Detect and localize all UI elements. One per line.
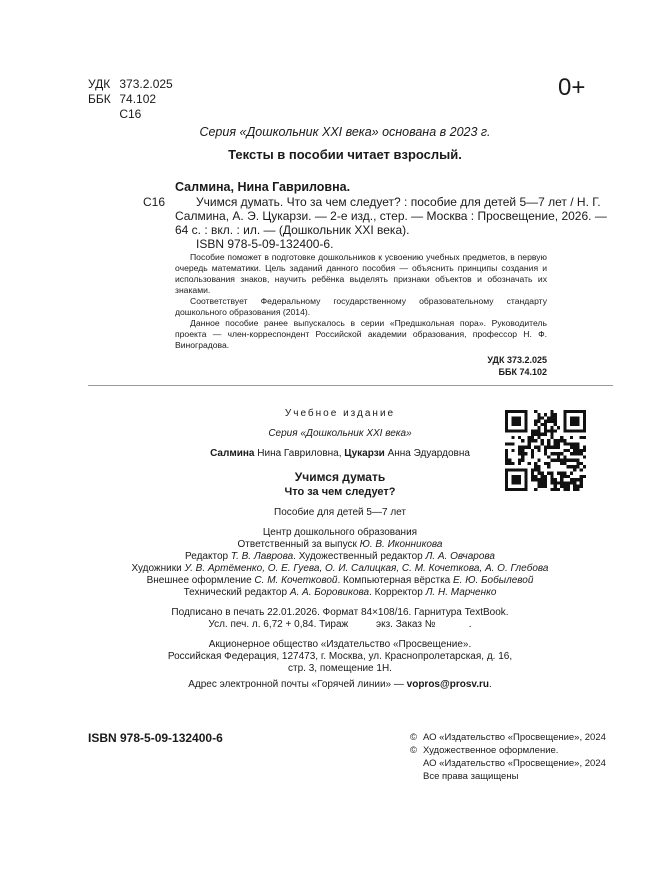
email-link[interactable]: vopros@prosv.ru [406, 679, 490, 690]
abstract-paragraph: Соответствует Федеральному государственному образовательному стандарту дошкольного образования (2014). [175, 296, 547, 317]
catalog-isbn: ISBN 978-5-09-132400-6. [196, 237, 334, 251]
catalog-codes [175, 354, 547, 378]
label: Технический редактор [183, 587, 290, 598]
artists: У. В. Артёменко, О. Е. Гуева, О. И. Салицкая, С. М. Кочеткова, А. О. Глебова [184, 563, 549, 574]
copyright-block [410, 731, 606, 783]
author-mark: С16 [119, 107, 142, 121]
cover-designer: С. М. Кочетковой [254, 575, 338, 586]
label: Ответственный за выпуск [237, 539, 360, 550]
abstract-paragraph: Данное пособие ранее выпускалось в серии «Предшкольная пора». Руководитель проекта — член-корреспондент Российской академии образования, профессор Н. Ф. Виноградова. [175, 318, 547, 350]
series-note: Серия «Дошкольник XXI века» основана в 2023 г. [199, 125, 491, 139]
catalog-abstract [175, 252, 547, 351]
art-editor: Л. А. Овчарова [425, 551, 495, 562]
copyright-icon: © [410, 732, 417, 743]
hotline [90, 679, 590, 691]
catalog-udk: УДК 373.2.025 [487, 355, 547, 365]
book-subtitle: Что за чем следует? [284, 486, 396, 498]
copyright-line: АО «Издательство «Просвещение», 2024 [423, 758, 606, 769]
qr-code [505, 410, 586, 491]
abstract-paragraph: Пособие поможет в подготовке дошкольников к усвоению учебных предметов, в первую очередь математики. Цель заданий данного пособия — объяснить принципы создания и использования знаков, научить ребёнка выделять признаки объектов и обозначать их знаками. [175, 252, 547, 295]
edition-type: Учебное издание [284, 408, 396, 419]
print-info [90, 607, 590, 631]
center-name: Центр дошкольного образования [262, 527, 418, 538]
author1-surname: Салмина [210, 448, 255, 459]
label: Редактор [185, 551, 231, 562]
copyright-line: АО «Издательство «Просвещение», 2024 [423, 732, 606, 743]
book-title: Учимся думать [294, 470, 386, 484]
rights-line: Все права защищены [423, 771, 519, 782]
udk-label: УДК [88, 77, 111, 91]
udk-value: 373.2.025 [119, 77, 173, 91]
proofreader: Л. Н. Марченко [425, 587, 497, 598]
author2-name: Анна Эдуардовна [384, 448, 470, 459]
label: . Компьютерная вёрстка [337, 575, 454, 586]
print-line: Подписано в печать 22.01.2026. Формат 84×108/16. Гарнитура TextBook. [171, 607, 509, 618]
divider [88, 385, 613, 386]
publisher-line: стр. 3, помещение 1Н. [288, 663, 392, 674]
responsible-person: Ю. В. Иконникова [359, 539, 443, 550]
credits [90, 527, 590, 599]
email-label: Адрес электронной почты «Горячей линии» — [188, 679, 407, 690]
print-line: Усл. печ. л. 6,72 + 0,84. Тираж экз. Заказ № . [208, 619, 472, 630]
classification-block [88, 77, 173, 122]
catalog-record [143, 180, 607, 378]
editor: Т. В. Лаврова [230, 551, 294, 562]
age-rating: 0+ [558, 74, 586, 101]
catalog-author: Салмина, Нина Гавриловна. [175, 180, 351, 194]
tech-editor: А. А. Боровикова [289, 587, 370, 598]
author2-surname: Цукарзи [344, 448, 385, 459]
footer-isbn: ISBN 978-5-09-132400-6 [88, 731, 223, 745]
reader-note: Тексты в пособии читает взрослый. [228, 147, 462, 162]
punct: . [489, 679, 492, 690]
catalog-author-mark: С16 [143, 195, 166, 209]
audience: Пособие для детей 5—7 лет [274, 507, 406, 518]
bbk-value: 74.102 [119, 92, 157, 106]
catalog-description: Учимся думать. Что за чем следует? : пособие для детей 5—7 лет / Н. Г. Салмина, А. Э. Цукарзи. — 2-е изд., стер. — Москва : Просвещение, 2026. — 64 с. : вкл. : ил. — (Дошкольник XXI века). [175, 195, 607, 237]
catalog-bbk: ББК 74.102 [498, 367, 547, 377]
publisher-line: Акционерное общество «Издательство «Просвещение». [208, 639, 472, 650]
imprint-series: Серия «Дошкольник XXI века» [268, 428, 412, 439]
copyright-line: Художественное оформление. [423, 745, 559, 756]
label: Художники [131, 563, 185, 574]
publisher-line: Российская Федерация, 127473, г. Москва, ул. Краснопролетарская, д. 16, [167, 651, 513, 662]
bbk-label: ББК [88, 92, 111, 106]
author1-name: Нина Гавриловна, [254, 448, 345, 459]
copyright-icon: © [410, 745, 417, 756]
publisher-info [90, 639, 590, 675]
label: . Корректор [369, 587, 426, 598]
label: Внешнее оформление [146, 575, 255, 586]
label: . Художественный редактор [293, 551, 426, 562]
layout-designer: Е. Ю. Бобылевой [453, 575, 534, 586]
